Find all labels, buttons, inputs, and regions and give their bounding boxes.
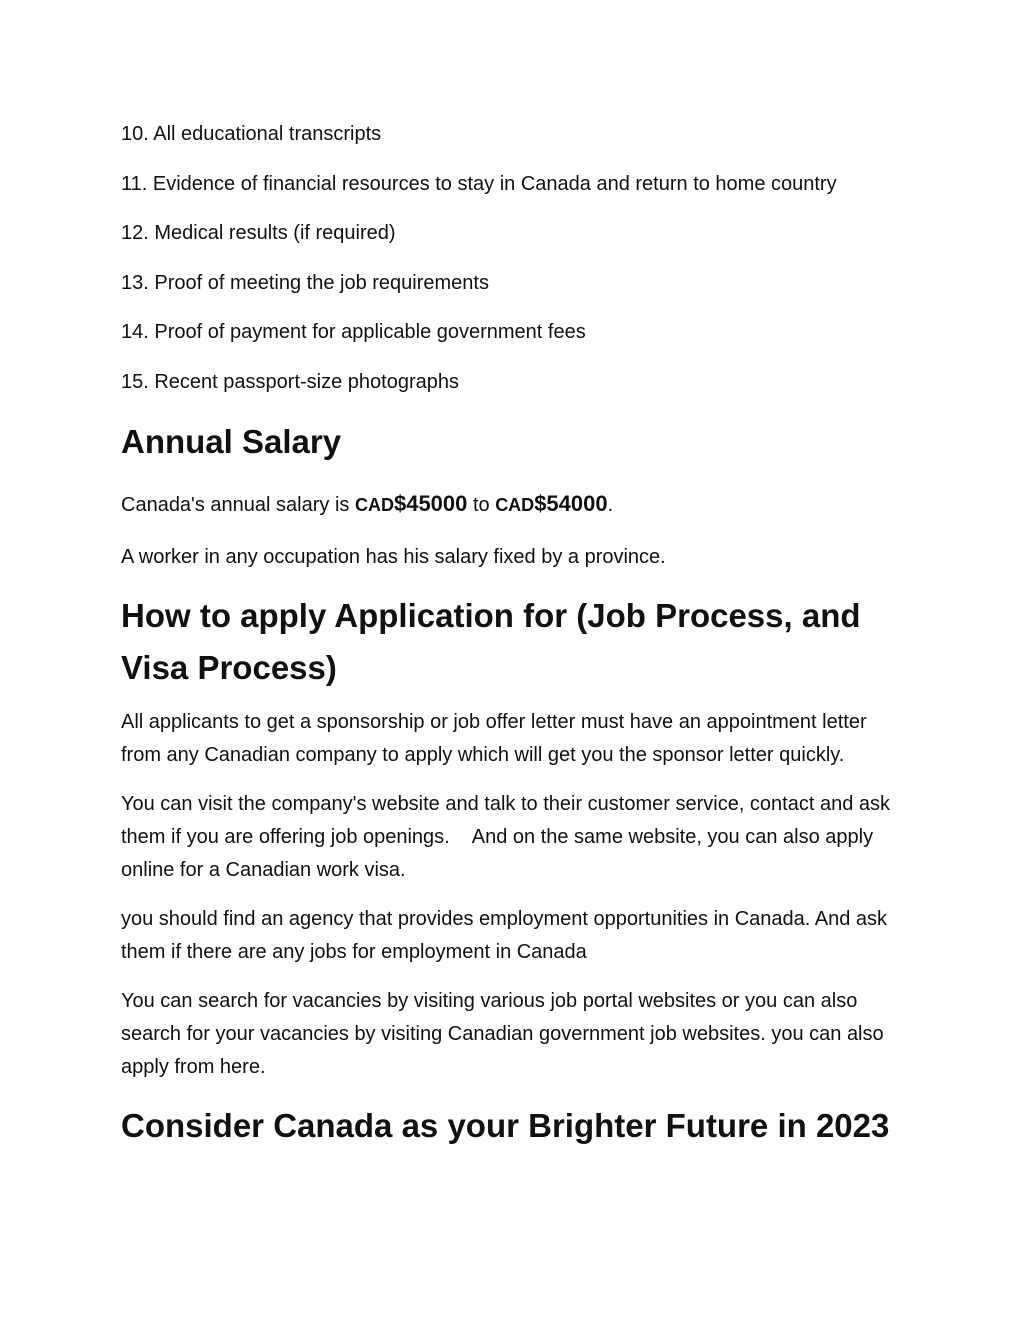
annual-salary-heading: Annual Salary bbox=[121, 422, 342, 460]
salary-range-text bbox=[121, 488, 911, 521]
document-page bbox=[121, 118, 911, 1152]
apply-paragraph: you should find an agency that provides employment opportunities in Canada. And ask them if there are any jobs for employment in Canada bbox=[121, 907, 888, 963]
list-item: 14. Proof of payment for applicable government fees bbox=[121, 321, 586, 344]
list-item: 13. Proof of meeting the job requirements bbox=[121, 271, 489, 294]
list-item: 11. Evidence of financial resources to stay in Canada and return to home country bbox=[121, 172, 837, 195]
list-item: 10. All educational transcripts bbox=[121, 123, 382, 145]
apply-paragraph-part: You can visit the company's website and talk to their customer service, contact and ask them if you are offering job openings. bbox=[121, 792, 891, 848]
closing-heading: Consider Canada as your Brighter Future in 2023 bbox=[121, 1106, 890, 1144]
salary-max-currency: CAD bbox=[495, 494, 535, 515]
salary-connector: to bbox=[467, 493, 496, 516]
salary-suffix: . bbox=[607, 493, 614, 516]
apply-paragraph-part: And on the same website, you can also apply online for a Canadian work visa. bbox=[121, 825, 874, 881]
list-item: 15. Recent passport-size photographs bbox=[121, 370, 459, 393]
salary-max bbox=[495, 490, 608, 516]
salary-max-amount: $54000 bbox=[534, 490, 608, 516]
requirements-list bbox=[121, 118, 911, 398]
salary-min bbox=[354, 490, 468, 516]
salary-prefix: Canada's annual salary is bbox=[121, 493, 355, 516]
how-to-apply-heading: How to apply Application for (Job Process, and Visa Process) bbox=[121, 596, 861, 686]
salary-min-amount: $45000 bbox=[393, 490, 468, 516]
apply-paragraph: All applicants to get a sponsorship or job offer letter must have an appointment letter from any Canadian company to apply which will get you the sponsor letter quickly. bbox=[121, 710, 867, 766]
list-item: 12. Medical results (if required) bbox=[121, 222, 396, 245]
salary-min-currency: CAD bbox=[354, 494, 394, 515]
salary-note: A worker in any occupation has his salary fixed by a province. bbox=[121, 545, 666, 568]
apply-paragraph: You can search for vacancies by visiting various job portal websites or you can also search for your vacancies by visiting Canadian government job websites. you can also apply from here. bbox=[121, 989, 884, 1078]
apply-paragraph bbox=[121, 788, 911, 887]
